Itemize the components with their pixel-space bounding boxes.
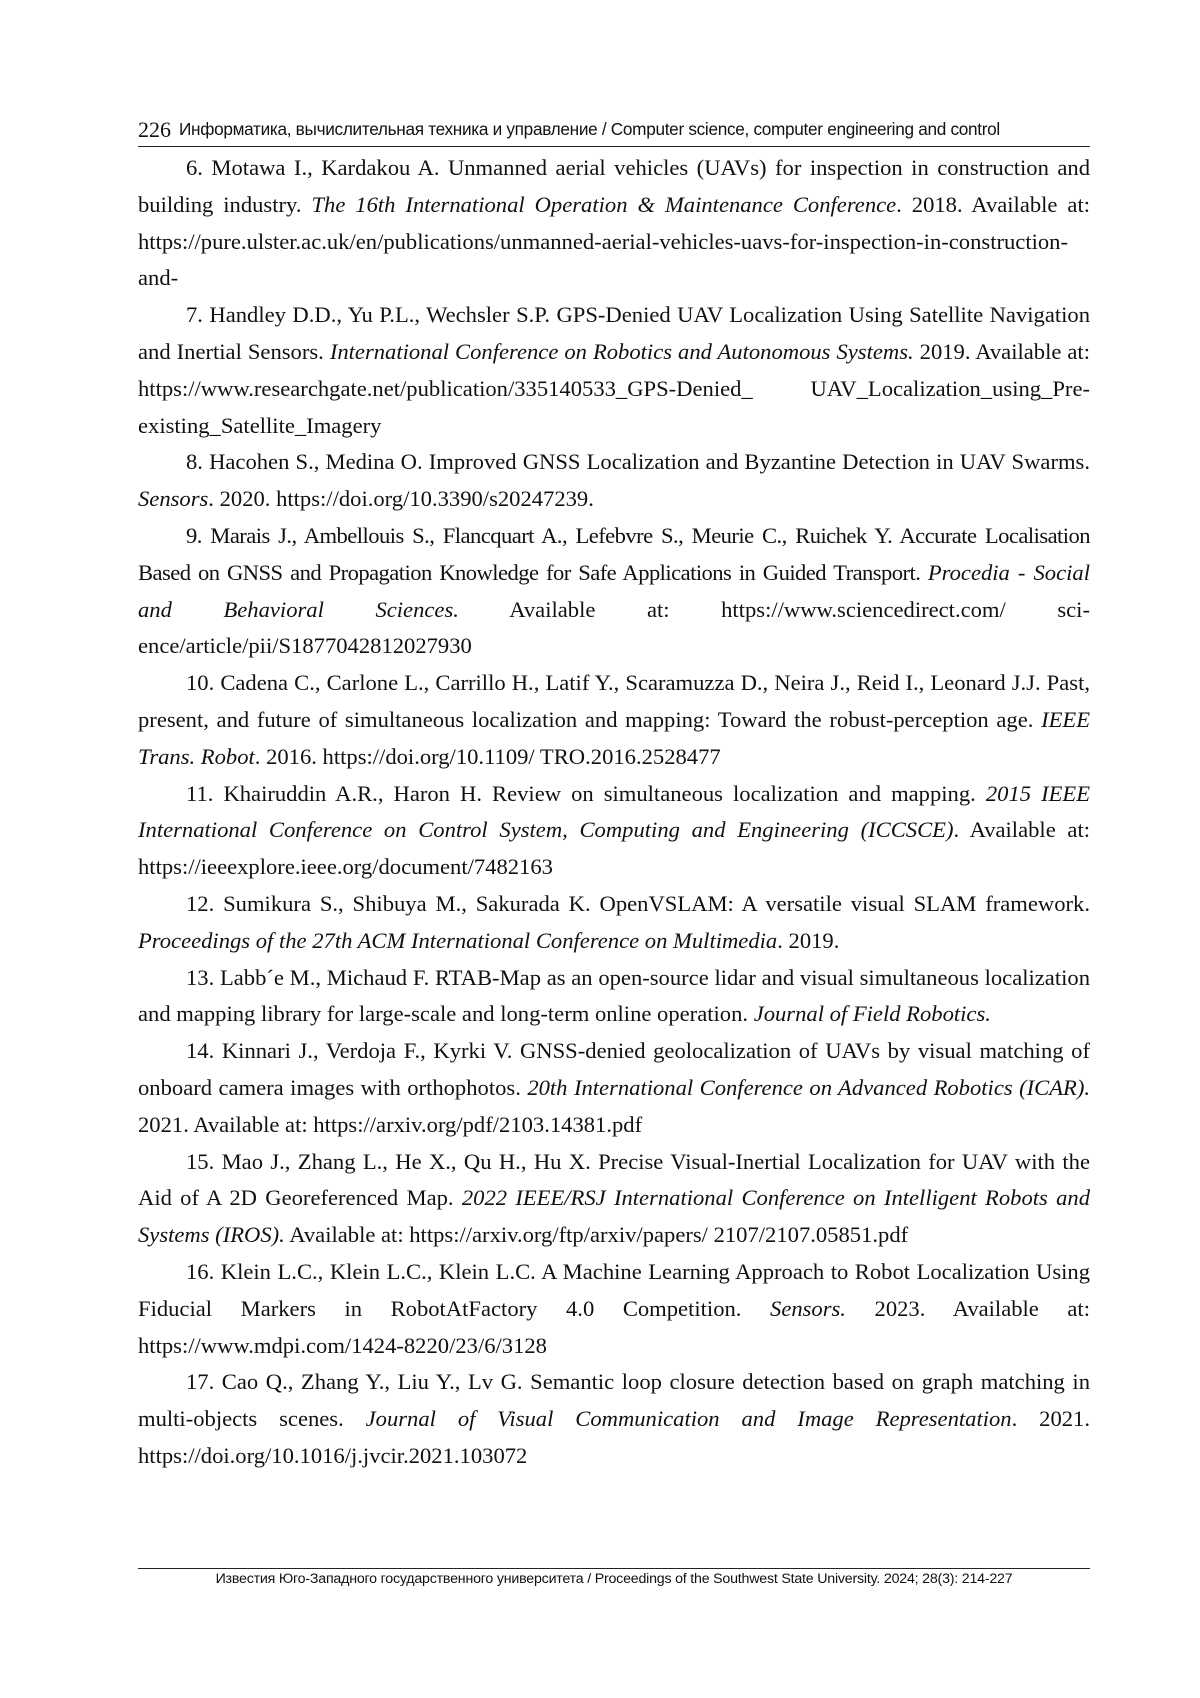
page-number: 226 — [138, 117, 171, 142]
reference-text: 16. Klein L.C., Klein L.C., Klein L.C. A Machine Learning Approach to Robot Localization Using Fiducial Markers in RobotAtFactory 4.0 Competition. — [138, 1258, 1090, 1321]
reference-item — [138, 665, 1090, 775]
reference-item — [138, 297, 1090, 444]
reference-list — [138, 150, 1090, 1475]
reference-item — [138, 1364, 1090, 1474]
reference-text: 10. Cadena C., Carlone L., Carrillo H., Latif Y., Scaramuzza D., Neira J., Reid I., Leonard J.J. Past, present, and future of simultaneous localization and mapping: Toward the robust-perception age. — [138, 670, 1090, 732]
running-title: Информатика, вычислительная техника и управление / Computer science, computer engineering and control — [179, 119, 1000, 139]
reference-source: 2022 IEEE/RSJ International Conference on Intelligent Robots and Systems (IROS). — [138, 1185, 1090, 1248]
reference-item — [138, 150, 1090, 297]
reference-text: 15. Mao J., Zhang L., He X., Qu H., Hu X. Precise Visual-Inertial Localization for UAV with the Aid of A 2D Georeferenced Map. — [138, 1148, 1090, 1211]
reference-source: Procedia - Social and Behavioral Sciences. — [138, 559, 1090, 622]
reference-source: 20th International Conference on Advanced Robotics (ICAR). — [527, 1074, 1090, 1100]
reference-item — [138, 444, 1090, 518]
reference-details: 2021. Available at: https://arxiv.org/pdf/2103.14381.pdf — [138, 1111, 643, 1137]
reference-details: . 2019. — [777, 927, 840, 953]
reference-source: IEEE Trans. Robot — [138, 706, 1090, 769]
reference-source: Journal of Visual Communication and Image Representation — [365, 1406, 1012, 1432]
reference-details: 2019. Available at: https://www.researchgate.net/publication/335140533_GPS-Denied_ UAV_Localization_using_Pre-existing_Satellite_Imagery — [138, 338, 1090, 438]
reference-text: 9. Marais J., Ambellouis S., Flancquart A., Lefebvre S., Meurie C., Ruichek Y. Accurate Localisation Based on GNSS and Propagation Knowledge for Safe Applications in Guided Transport. — [138, 522, 1090, 585]
reference-details: . Available at: https://ieeexplore.ieee.org/document/7482163 — [138, 817, 1090, 880]
reference-source: 2015 IEEE International Conference on Control System, Computing and Engineering (ICCSCE) — [138, 780, 1090, 843]
reference-item — [138, 886, 1090, 960]
reference-details: . 2016. https://doi.org/10.1109/ TRO.2016.2528477 — [254, 743, 721, 769]
reference-details: 2023. Available at: https://www.mdpi.com/1424-8220/23/6/3128 — [138, 1295, 1090, 1358]
reference-text: 14. Kinnari J., Verdoja F., Kyrki V. GNSS-denied geolocalization of UAVs by visual matching of onboard camera images with orthophotos. — [138, 1038, 1090, 1100]
reference-text: 11. Khairuddin A.R., Haron H. Review on simultaneous localization and mapping. — [186, 780, 986, 806]
reference-item — [138, 1144, 1090, 1254]
reference-text: 7. Handley D.D., Yu P.L., Wechsler S.P. GPS-Denied UAV Localization Using Satellite Navigation and Inertial Sensors. — [138, 302, 1090, 364]
reference-text: 17. Cao Q., Zhang Y., Liu Y., Lv G. Semantic loop closure detection based on graph matching in multi-objects scenes. — [138, 1369, 1090, 1432]
reference-source: Sensors — [138, 486, 209, 512]
reference-details: . 2020. https://doi.org/10.3390/s20247239. — [208, 486, 594, 512]
reference-source: International Conference on Robotics and Autonomous Systems. — [329, 338, 914, 364]
reference-text: 6. Motawa I., Kardakou A. Unmanned aerial vehicles (UAVs) for inspection in construction and building industry. — [138, 155, 1090, 217]
reference-source: Journal of Field Robotics. — [753, 1001, 991, 1027]
running-header — [138, 112, 1090, 147]
reference-text: 12. Sumikura S., Shibuya M., Sakurada K. OpenVSLAM: A versatile visual SLAM framework. — [186, 890, 1090, 916]
reference-item — [138, 1033, 1090, 1143]
reference-source: The 16th International Operation & Maintenance Conference — [311, 191, 897, 217]
reference-text: 8. Hacohen S., Medina O. Improved GNSS Localization and Byzantine Detection in UAV Swarms. — [186, 449, 1090, 475]
footer-citation: Известия Юго-Западного государственного университета / Proceedings of the Southwest State University. 2024; 28(3): 214-227 — [215, 1571, 1013, 1587]
reference-details: . 2018. Available at: https://pure.ulster.ac.uk/en/publications/unmanned-aerial-vehicles-uavs-for-inspection-in-construction-and- — [138, 191, 1090, 291]
reference-item — [138, 518, 1090, 665]
reference-source: Proceedings of the 27th ACM International Conference on Multimedia — [138, 927, 778, 953]
reference-item — [138, 776, 1090, 886]
reference-source: Sensors. — [770, 1295, 846, 1321]
reference-item — [138, 1254, 1090, 1364]
reference-details: . 2021. https://doi.org/10.1016/j.jvcir.2021.103072 — [138, 1406, 1090, 1468]
reference-details: Available at: https://www.sciencedirect.com/ science/article/pii/S1877042812027930 — [138, 596, 1090, 659]
reference-details: Available at: https://arxiv.org/ftp/arxiv/papers/ 2107/2107.05851.pdf — [284, 1222, 909, 1248]
journal-footer — [138, 1568, 1090, 1587]
reference-item — [138, 960, 1090, 1034]
reference-text: 13. Labb´e M., Michaud F. RTAB-Map as an open-source lidar and visual simultaneous localization and mapping library for large-scale and long-term online operation. — [138, 964, 1090, 1027]
